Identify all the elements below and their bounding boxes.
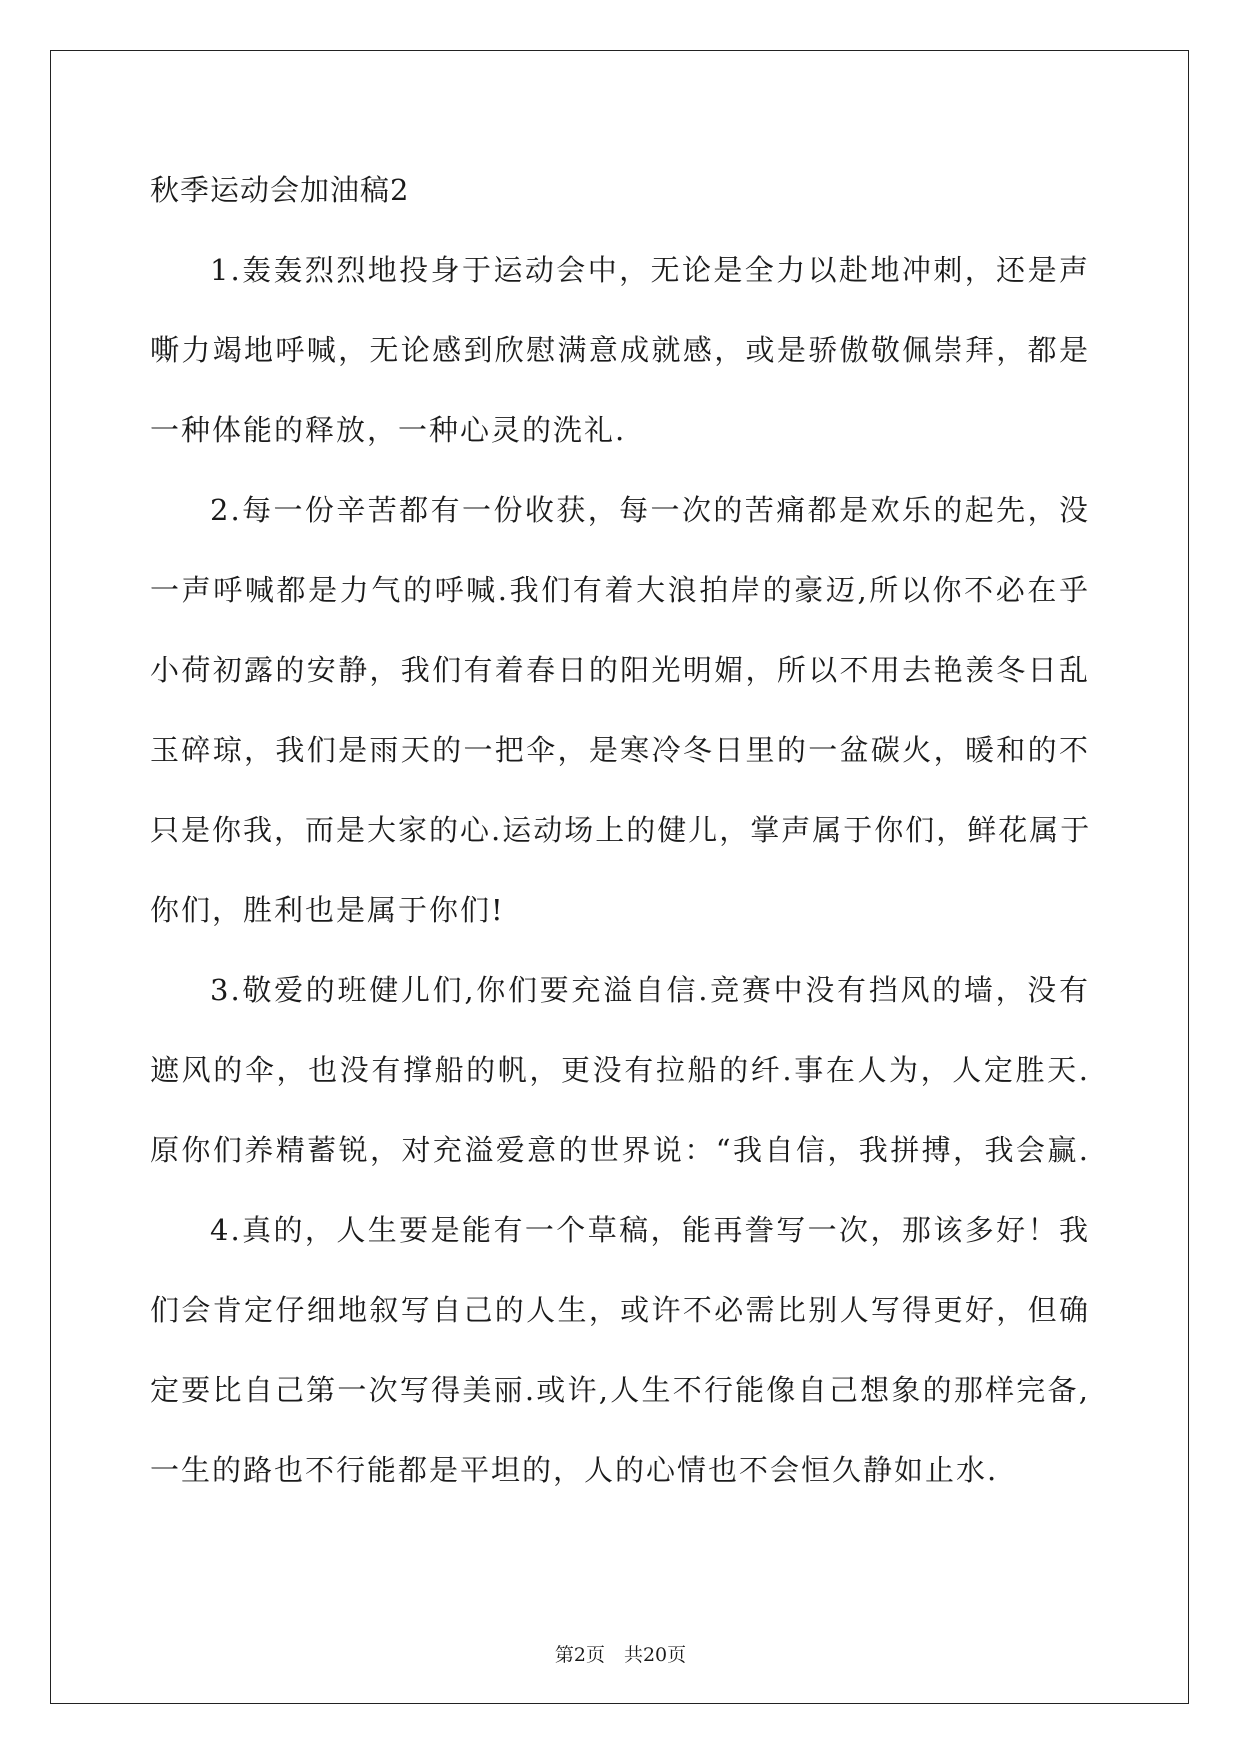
text-line: 玉碎琼，我们是雨天的一把伞，是寒冷冬日里的一盆碳火，暖和的不	[150, 733, 1090, 767]
page-footer: 第2页 共20页	[554, 1644, 687, 1666]
text-line: 你们，胜利也是属于你们!	[150, 893, 505, 927]
document-title: 秋季运动会加油稿2	[150, 173, 410, 207]
text-line: 1.轰轰烈烈地投身于运动会中，无论是全力以赴地冲刺，还是声	[210, 253, 1090, 287]
text-line: 们会肯定仔细地叙写自己的人生，或许不必需比别人写得更好，但确	[150, 1293, 1090, 1327]
text-line: 遮风的伞，也没有撑船的帆，更没有拉船的纤.事在人为，人定胜天.	[150, 1053, 1090, 1087]
text-line: 嘶力竭地呼喊，无论感到欣慰满意成就感，或是骄傲敬佩崇拜，都是	[150, 333, 1090, 367]
text-line: 小荷初露的安静，我们有着春日的阳光明媚，所以不用去艳羡冬日乱	[150, 653, 1090, 687]
document-body	[150, 150, 1090, 1510]
document-text	[150, 230, 1090, 1510]
text-line: 4.真的，人生要是能有一个草稿，能再誊写一次，那该多好！我	[210, 1213, 1090, 1247]
text-line: 3.敬爱的班健儿们,你们要充溢自信.竞赛中没有挡风的墙，没有	[210, 973, 1090, 1007]
text-line: 2.每一份辛苦都有一份收获，每一次的苦痛都是欢乐的起先，没	[210, 493, 1090, 527]
text-line: 一种体能的释放，一种心灵的洗礼.	[150, 413, 627, 447]
text-line: 一生的路也不行能都是平坦的，人的心情也不会恒久静如止水.	[150, 1453, 999, 1487]
text-line: 定要比自己第一次写得美丽.或许,人生不行能像自己想象的那样完备,	[150, 1373, 1090, 1407]
text-line: 原你们养精蓄锐，对充溢爱意的世界说：“我自信，我拼搏，我会赢.	[150, 1133, 1090, 1167]
text-line: 一声呼喊都是力气的呼喊.我们有着大浪拍岸的豪迈,所以你不必在乎	[150, 573, 1090, 607]
text-line: 只是你我，而是大家的心.运动场上的健儿，掌声属于你们，鲜花属于	[150, 813, 1092, 847]
